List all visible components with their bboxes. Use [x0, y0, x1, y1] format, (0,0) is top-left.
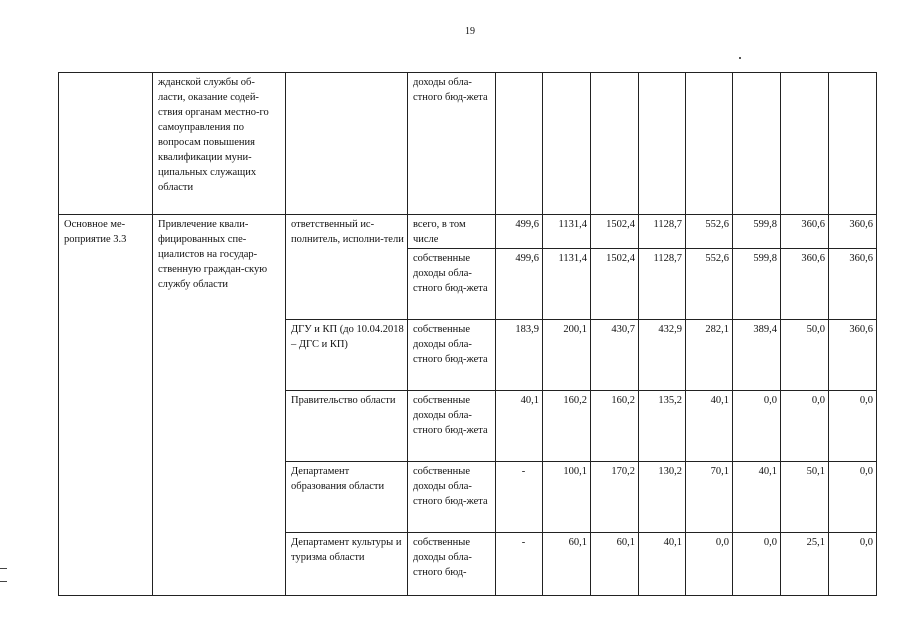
value-cell: 552,6 [686, 215, 733, 249]
page-number: 19 [465, 26, 475, 37]
value-cell: 599,8 [733, 215, 781, 249]
measure-code-cell: Основное ме-роприятие 3.3 [59, 215, 153, 596]
value-cell: 1128,7 [639, 215, 686, 249]
table-row-total [59, 215, 877, 249]
executor-cell: Департамент культуры и туризма области [286, 533, 408, 596]
value-cell [496, 73, 543, 215]
value-cell: 360,6 [781, 249, 829, 320]
value-cell: 1502,4 [591, 249, 639, 320]
value-cell: 135,2 [639, 391, 686, 462]
executor-cell: Департамент образования области [286, 462, 408, 533]
funding-source-cell: собственные доходы обла-стного бюд-жета [408, 391, 496, 462]
executor-cell: ответственный ис-полнитель, исполни-тели [286, 215, 408, 320]
value-cell: 183,9 [496, 320, 543, 391]
value-cell: 1131,4 [543, 249, 591, 320]
executor-cell: ДГУ и КП (до 10.04.2018 – ДГС и КП) [286, 320, 408, 391]
value-cell: 0,0 [686, 533, 733, 596]
table-row-continuation [59, 73, 877, 215]
scan-speck [739, 57, 741, 59]
value-cell: 0,0 [733, 391, 781, 462]
value-cell [639, 73, 686, 215]
value-cell: 60,1 [543, 533, 591, 596]
value-cell: 0,0 [829, 391, 877, 462]
value-cell: 0,0 [829, 462, 877, 533]
value-cell: - [496, 462, 543, 533]
value-cell: 170,2 [591, 462, 639, 533]
value-cell [829, 73, 877, 215]
funding-source-cell: собственные доходы обла-стного бюд- [408, 533, 496, 596]
value-cell: - [496, 533, 543, 596]
executor-cell [286, 73, 408, 215]
value-cell: 40,1 [639, 533, 686, 596]
value-cell: 0,0 [829, 533, 877, 596]
measure-name-cell: Привлечение квали-фицированных спе-циалистов на государ-ственную граждан-скую службу области [153, 215, 286, 596]
value-cell [591, 73, 639, 215]
value-cell [733, 73, 781, 215]
value-cell: 1502,4 [591, 215, 639, 249]
value-cell: 0,0 [781, 391, 829, 462]
value-cell: 70,1 [686, 462, 733, 533]
value-cell: 40,1 [733, 462, 781, 533]
value-cell: 40,1 [496, 391, 543, 462]
value-cell: 1128,7 [639, 249, 686, 320]
value-cell: 160,2 [543, 391, 591, 462]
value-cell: 160,2 [591, 391, 639, 462]
value-cell: 499,6 [496, 215, 543, 249]
value-cell: 432,9 [639, 320, 686, 391]
value-cell: 499,6 [496, 249, 543, 320]
value-cell: 130,2 [639, 462, 686, 533]
measure-code-cell [59, 73, 153, 215]
measure-name-cell: жданской службы об-ласти, оказание содей-ствия органам местно-го самоуправления по вопросам повышения квалификации муни-ципальных служащих области [153, 73, 286, 215]
funding-source-cell: всего, в том числе [408, 215, 496, 249]
value-cell: 60,1 [591, 533, 639, 596]
value-cell: 360,6 [829, 249, 877, 320]
value-cell [543, 73, 591, 215]
funding-source-cell: собственные доходы обла-стного бюд-жета [408, 462, 496, 533]
value-cell: 1131,4 [543, 215, 591, 249]
value-cell: 360,6 [829, 320, 877, 391]
value-cell [781, 73, 829, 215]
value-cell: 50,0 [781, 320, 829, 391]
value-cell: 50,1 [781, 462, 829, 533]
value-cell: 389,4 [733, 320, 781, 391]
value-cell: 552,6 [686, 249, 733, 320]
value-cell: 282,1 [686, 320, 733, 391]
value-cell [686, 73, 733, 215]
value-cell: 430,7 [591, 320, 639, 391]
budget-table [58, 72, 877, 596]
value-cell: 360,6 [781, 215, 829, 249]
value-cell: 360,6 [829, 215, 877, 249]
value-cell: 40,1 [686, 391, 733, 462]
value-cell: 100,1 [543, 462, 591, 533]
value-cell: 25,1 [781, 533, 829, 596]
scan-edge-mark [0, 581, 7, 582]
scan-edge-mark [0, 568, 7, 569]
value-cell: 200,1 [543, 320, 591, 391]
funding-source-cell: собственные доходы обла-стного бюд-жета [408, 249, 496, 320]
value-cell: 599,8 [733, 249, 781, 320]
funding-source-cell: доходы обла-стного бюд-жета [408, 73, 496, 215]
value-cell: 0,0 [733, 533, 781, 596]
executor-cell: Правительство области [286, 391, 408, 462]
funding-source-cell: собственные доходы обла-стного бюд-жета [408, 320, 496, 391]
